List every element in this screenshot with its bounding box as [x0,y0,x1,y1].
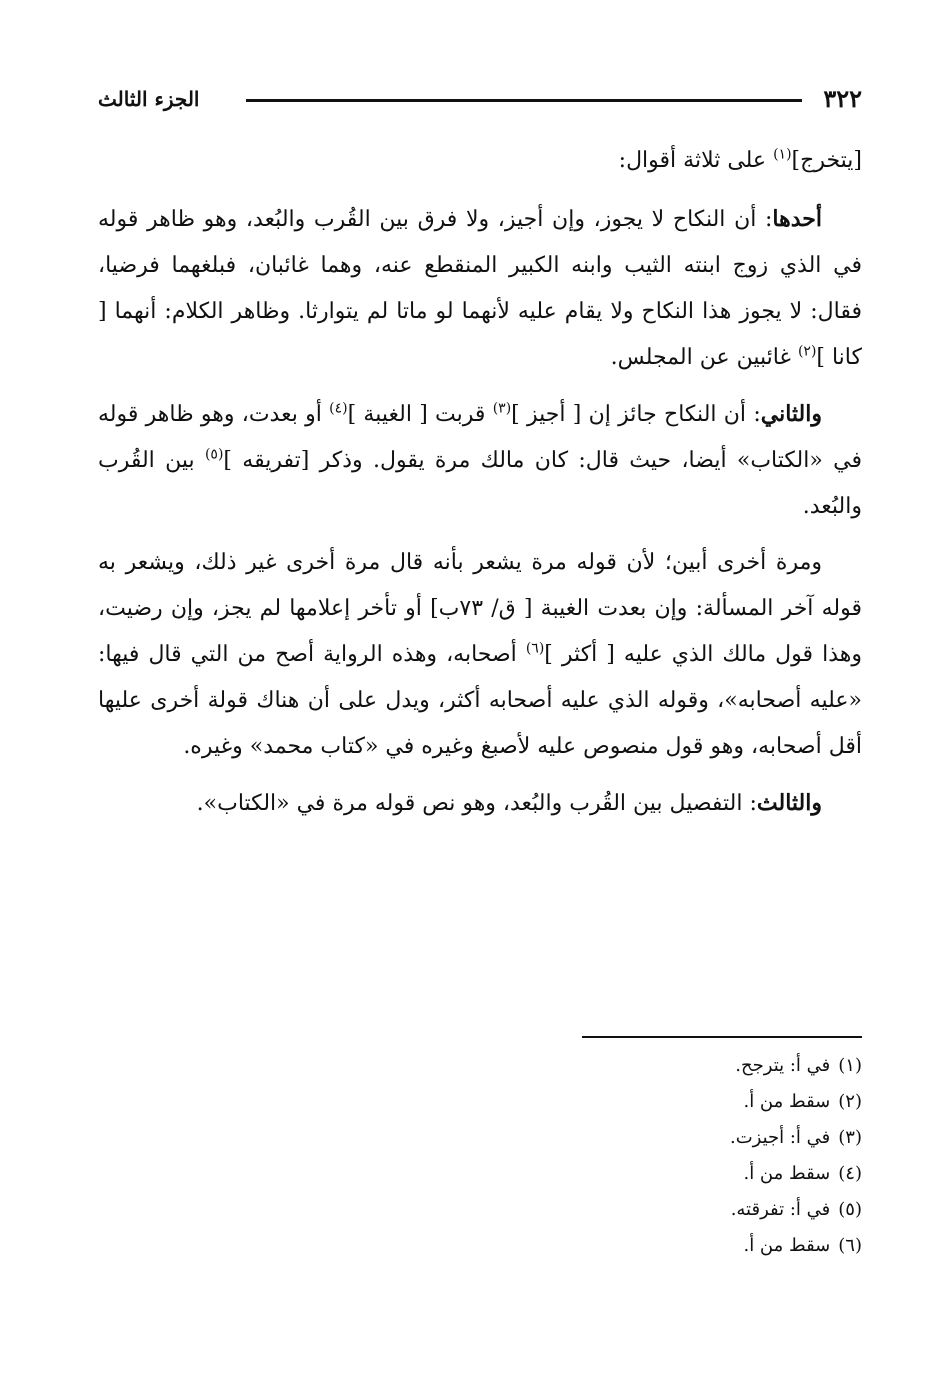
text-segment: أصحابه، وهذه الرواية أصح من التي قال فيها: «عليه أصحابه»، وقوله الذي عليه أصحابه أكثر، ويدل على أن هناك قولة أخرى عليها أقل أصحابه، وهو قول منصوص عليه لأصبغ وغيره في «كتاب محمد» وغيره. [98,642,862,759]
main-text [98,138,862,837]
footnote-number: (١) [838,1055,862,1076]
footnote [462,1156,862,1192]
paragraph-second-view [98,391,862,530]
footnote-separator [582,1036,862,1038]
text-segment: : أن النكاح جائز إن [ أجيز ] [511,402,761,427]
text-segment: : التفصيل بين القُرب والبُعد، وهو نص قوله مرة في «الكتاب». [196,791,757,816]
paragraph-third-view [98,780,862,827]
footnote-text: في أ: أجيزت. [729,1127,831,1148]
text-segment: على ثلاثة أقوال: [618,148,774,173]
paragraph-lead: أحدها [772,206,822,232]
part-title: الجزء الثالث [98,87,200,111]
footnote-ref: (٦) [525,640,545,657]
footnote [462,1120,862,1156]
footnote-number: (٣) [838,1127,862,1148]
text-segment: غائبين عن المجلس. [610,345,798,370]
footnote [462,1192,862,1228]
header-rule [246,99,802,102]
paragraph-intro [98,138,862,184]
text-segment: [يتخرج] [791,148,862,173]
footnote-text: في أ: يترجح. [735,1055,831,1076]
footnote-text: سقط من أ. [743,1091,831,1112]
footnote-ref: (١) [773,146,792,163]
footnote-text: سقط من أ. [743,1163,831,1184]
footnote-number: (٦) [838,1235,862,1256]
footnote [462,1084,862,1120]
footnotes [462,1048,862,1264]
text-segment: قربت [ الغيبة ] [347,402,493,427]
footnote-text: في أ: تفرقته. [730,1199,831,1220]
text-segment: بين القُرب والبُعد. [98,448,862,519]
paragraph-lead: والثاني [760,401,822,427]
paragraph-discussion [98,540,862,770]
text-segment: أو بعدت، وهو ظاهر قوله في «الكتاب» أيضا، حيث قال: كان مالك مرة يقول. وذكر [تفريقه ] [98,402,862,473]
footnote-ref: (٥) [204,446,224,463]
footnote [462,1228,862,1264]
footnote-number: (٤) [838,1163,862,1184]
running-header [98,84,862,118]
footnote-ref: (٤) [329,400,348,417]
footnote-ref: (٣) [492,400,512,417]
page-number: ٣٢٢ [823,84,862,113]
text-segment: ومرة أخرى أبين؛ لأن قوله مرة يشعر بأنه قال مرة أخرى غير ذلك، ويشعر به قوله آخر المسألة: وإن بعدت الغيبة [ ق/ ٧٣ب] أو تأخر إعلامها لم يجز، وإن رضيت، وهذا قول مالك الذي عليه [ أكثر ] [98,550,862,667]
footnote-text: سقط من أ. [743,1235,831,1256]
footnote-ref: (٢) [797,343,817,360]
footnote [462,1048,862,1084]
text-segment: : أن النكاح لا يجوز، وإن أجيز، ولا فرق بين القُرب والبُعد، وهو ظاهر قوله في الذي زوج ابنته الثيب وابنه الكبير المنقطع عنه، وهما غائبان، فبلغهما فرضيا، فقال: لا يجوز هذا النكاح ولا يقام عليه لأنهما لو ماتا لم يتوارثا. وظاهر الكلام: أنهما [ كانا ] [98,207,862,370]
footnote-number: (٢) [838,1091,862,1112]
paragraph-first-view [98,196,862,381]
footnote-number: (٥) [838,1199,862,1220]
paragraph-lead: والثالث [756,790,822,816]
